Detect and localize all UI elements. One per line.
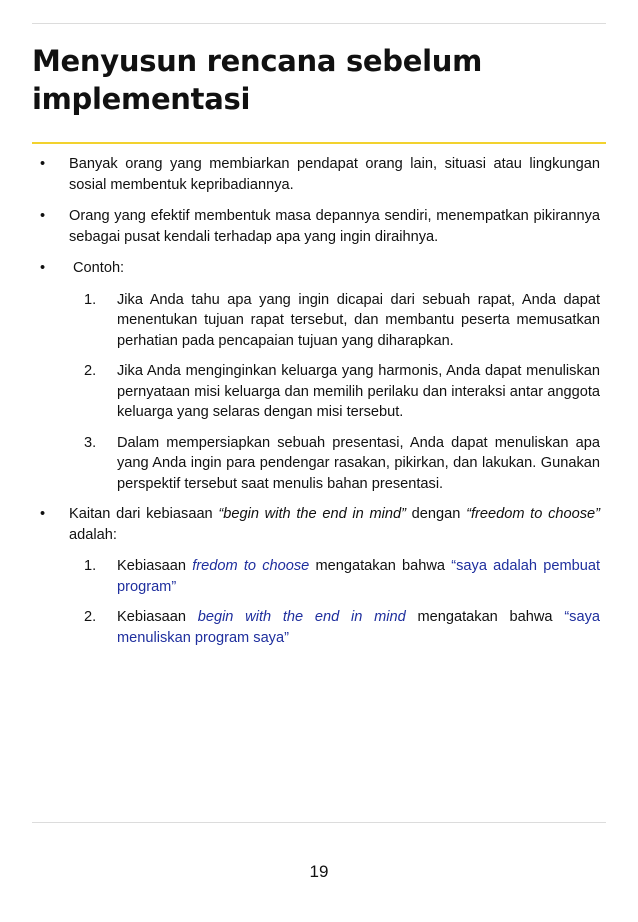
habit-item bbox=[32, 607, 600, 648]
example-item bbox=[32, 290, 600, 352]
habit-quote: “saya adalah pembuat program” bbox=[117, 558, 600, 595]
kaitan-middle: dengan bbox=[405, 506, 467, 522]
bullet-item bbox=[32, 258, 600, 279]
bullet-item bbox=[32, 504, 600, 545]
example-text: Jika Anda menginginkan keluarga yang harmonis, Anda dapat menuliskan pernyataan misi keluarga dan memilih perilaku dan interaksi antar anggota keluarga yang selaras dengan misi tersebut. bbox=[117, 363, 600, 420]
bottom-divider bbox=[32, 822, 606, 823]
kaitan-quote-begin: “begin with the end in mind” bbox=[218, 506, 406, 522]
bullet-text: Banyak orang yang membiarkan pendapat orang lain, situasi atau lingkungan sosial membentuk kepribadiannya. bbox=[69, 156, 600, 193]
bullet-icon: • bbox=[40, 208, 46, 224]
example-number: 3. bbox=[84, 434, 97, 451]
example-text: Jika Anda tahu apa yang ingin dicapai dari sebuah rapat, Anda dapat menentukan tujuan rapat tersebut, dan membantu peserta memusatkan perhatian pada pencapaian tujuan yang diharapkan. bbox=[117, 291, 600, 349]
kaitan-suffix: adalah: bbox=[69, 526, 117, 543]
bullet-icon: • bbox=[40, 260, 46, 276]
habit-middle: mengatakan bahwa bbox=[309, 558, 452, 574]
bullet-icon: • bbox=[40, 156, 46, 172]
habit-number: 2. bbox=[84, 609, 97, 625]
habit-prefix: Kebiasaan bbox=[117, 558, 193, 574]
kaitan-quote-freedom: “freedom to choose” bbox=[466, 506, 600, 522]
page-number: 19 bbox=[309, 862, 329, 881]
example-number: 1. bbox=[84, 291, 97, 308]
habit-number: 1. bbox=[84, 558, 97, 574]
page-title: Menyusun rencana sebelum implementasi bbox=[32, 44, 483, 116]
kaitan-prefix: Kaitan dari kebiasaan bbox=[69, 506, 219, 522]
habit-text bbox=[117, 609, 600, 646]
habit-list bbox=[32, 556, 600, 648]
kaitan-text bbox=[69, 506, 600, 543]
example-list bbox=[32, 290, 600, 495]
title-underline bbox=[32, 142, 606, 144]
bullet-text: Contoh: bbox=[73, 260, 125, 276]
example-item bbox=[32, 433, 600, 495]
example-number: 2. bbox=[84, 363, 97, 379]
example-text: Dalam mempersiapkan sebuah presentasi, Anda dapat menuliskan apa yang Anda ingin para pendengar rasakan, pikirkan, dan lakukan. Gunakan perspektif tersebut saat menulis bahan presentasi. bbox=[117, 434, 600, 492]
habit-item bbox=[32, 556, 600, 597]
bullet-icon: • bbox=[40, 506, 46, 522]
bullet-item bbox=[32, 154, 600, 195]
habit-name: begin with the end in mind bbox=[197, 609, 406, 625]
bullet-text: Orang yang efektif membentuk masa depannya sendiri, menempatkan pikirannya sebagai pusat kendali terhadap apa yang ingin diraihnya. bbox=[69, 208, 600, 245]
slide-content bbox=[32, 154, 600, 658]
habit-prefix: Kebiasaan bbox=[117, 609, 198, 625]
habit-middle: mengatakan bahwa bbox=[405, 609, 565, 625]
habit-quote: “saya menuliskan program saya” bbox=[117, 609, 600, 646]
habit-name: fredom to choose bbox=[192, 558, 310, 574]
habit-text bbox=[117, 558, 600, 595]
top-divider bbox=[32, 23, 606, 24]
bullet-item bbox=[32, 206, 600, 247]
example-item bbox=[32, 361, 600, 423]
